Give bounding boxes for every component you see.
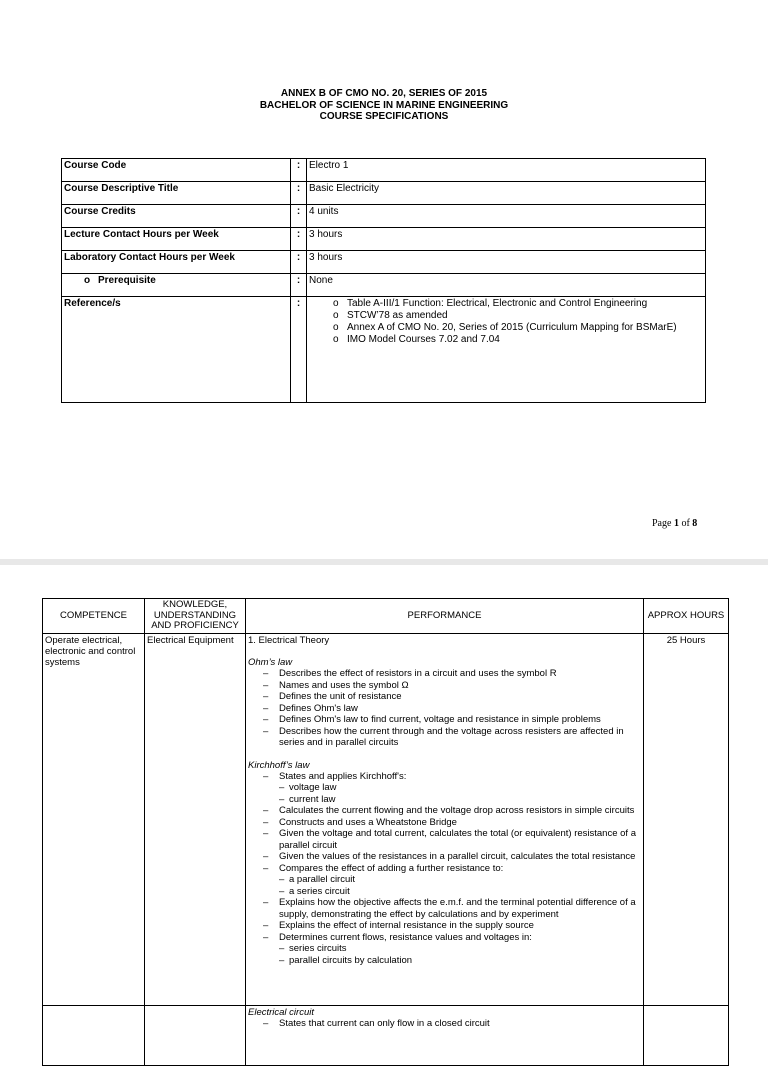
list-item: – Determines current flows, resistance values and voltages in: – series circuits – parallel circuits by calculation [263, 932, 641, 967]
list-item: – Explains the effect of internal resistance in the supply source [263, 920, 641, 932]
spec-value: None [307, 274, 706, 297]
competence-row [43, 1006, 729, 1066]
spec-value: 3 hours [307, 228, 706, 251]
competence-row [43, 634, 729, 1006]
sub-list-item: – parallel circuits by calculation [279, 955, 641, 967]
sub-list-item: – series circuits [279, 943, 641, 955]
competence-cell [43, 1006, 145, 1066]
list-item: – Explains how the objective affects the e.m.f. and the terminal potential difference of a supply, demonstrating the effect by calculations and by experiment [263, 897, 641, 920]
spec-label: Course Descriptive Title [62, 182, 291, 205]
spec-value: 3 hours [307, 251, 706, 274]
spec-label: Course Code [62, 159, 291, 182]
spec-label: Lecture Contact Hours per Week [62, 228, 291, 251]
references-cell [307, 297, 706, 403]
list-item: – Calculates the current flowing and the voltage drop across resistors in simple circuits [263, 805, 641, 817]
list-item: – Constructs and uses a Wheatstone Bridge [263, 817, 641, 829]
sub-list-item: – current law [279, 794, 641, 806]
spec-row [62, 182, 706, 205]
document-page-2 [0, 565, 768, 1029]
spec-label: Reference/s [62, 297, 291, 403]
hours-cell [644, 1006, 729, 1066]
course-spec-table [61, 158, 706, 403]
document-header [0, 88, 768, 123]
spec-row [62, 228, 706, 251]
list-item: – Defines Ohm's law to find current, voltage and resistance in simple problems [263, 714, 641, 726]
circle-bullet-icon: o [333, 310, 339, 321]
kirchhoffs-law-heading: Kirchhoff’s law [248, 759, 310, 771]
sub-list-item: – a series circuit [279, 886, 641, 898]
section-title: 1. Electrical Theory [248, 635, 330, 646]
ohms-law-list [248, 668, 641, 749]
spec-colon: : [291, 274, 307, 297]
spec-colon: : [291, 182, 307, 205]
header-competence: COMPETENCE [43, 599, 145, 634]
reference-item: o IMO Model Courses 7.02 and 7.04 [333, 334, 500, 345]
spec-label [62, 274, 291, 297]
page-total: 8 [692, 518, 698, 529]
references-list [309, 298, 703, 346]
reference-item: o Table A-III/1 Function: Electrical, Electronic and Control Engineering [333, 298, 648, 309]
spec-row [62, 159, 706, 182]
list-item: – Defines the unit of resistance [263, 691, 641, 703]
circle-bullet-icon: o [333, 298, 339, 309]
circle-bullet-icon: o [84, 275, 91, 286]
hours-cell: 25 Hours [644, 634, 729, 1006]
spec-colon: : [291, 159, 307, 182]
header-program: BACHELOR OF SCIENCE IN MARINE ENGINEERING [259, 99, 509, 111]
spec-value: 4 units [307, 205, 706, 228]
list-item: – Defines Ohm's law [263, 703, 641, 715]
spec-value: Electro 1 [307, 159, 706, 182]
list-item: – Given the voltage and total current, calculates the total (or equivalent) resistance of a parallel circuit [263, 828, 641, 851]
spec-value: Basic Electricity [307, 182, 706, 205]
list-item: – Compares the effect of adding a further resistance to: – a parallel circuit – a series circuit [263, 863, 641, 898]
circle-bullet-icon: o [333, 334, 339, 345]
performance-cell [246, 1006, 644, 1066]
performance-cell [246, 634, 644, 1006]
knowledge-cell [145, 1006, 246, 1066]
knowledge-cell: Electrical Equipment [145, 634, 246, 1006]
spec-row-references [62, 297, 706, 403]
competence-cell: Operate electrical, electronic and control systems [43, 634, 145, 1006]
spec-row [62, 205, 706, 228]
header-annex: ANNEX B OF CMO NO. 20, SERIES OF 2015 [280, 88, 488, 99]
sub-list-item: – a parallel circuit [279, 874, 641, 886]
sub-list [279, 874, 641, 897]
list-item: – Describes how the current through and the voltage across resisters are affected in series and in parallel circuits [263, 726, 641, 749]
spec-label: Laboratory Contact Hours per Week [62, 251, 291, 274]
competence-header-row [43, 599, 729, 634]
sub-list [279, 943, 641, 966]
circle-bullet-icon: o [333, 322, 339, 333]
ohms-law-heading: Ohm’s law [248, 657, 293, 668]
spec-colon: : [291, 228, 307, 251]
spec-colon: : [291, 205, 307, 228]
electrical-circuit-heading: Electrical circuit [248, 1007, 314, 1018]
list-item: – Names and uses the symbol Ω [263, 680, 641, 692]
sub-list-item: – voltage law [279, 782, 641, 794]
spec-row [62, 274, 706, 297]
list-item: – States and applies Kirchhoff's: – voltage law – current law [263, 771, 641, 806]
reference-item: o STCW’78 as amended [333, 310, 448, 321]
page-current: 1 [673, 518, 679, 529]
reference-item: o Annex A of CMO No. 20, Series of 2015 (Curriculum Mapping for BSMarE) [333, 322, 677, 333]
list-item: – Given the values of the resistances in a parallel circuit, calculates the total resistance [263, 851, 641, 863]
spec-row [62, 251, 706, 274]
prerequisite-label: Prerequisite [98, 275, 156, 286]
spec-colon: : [291, 251, 307, 274]
page-number: Page 1 of 8 [652, 518, 698, 529]
list-item: – States that current can only flow in a closed circuit [263, 1018, 641, 1030]
competence-table [42, 598, 729, 1066]
sub-list [279, 782, 641, 805]
header-course-specs: COURSE SPECIFICATIONS [319, 111, 449, 122]
kirchhoffs-law-list [248, 771, 641, 967]
list-item: – Describes the effect of resistors in a circuit and uses the symbol R [263, 668, 641, 680]
header-performance: PERFORMANCE [246, 599, 644, 634]
spec-label: Course Credits [62, 205, 291, 228]
spec-colon: : [291, 297, 307, 403]
header-knowledge: KNOWLEDGE, UNDERSTANDING AND PROFICIENCY [145, 599, 246, 634]
header-hours: APPROX HOURS [644, 599, 729, 634]
